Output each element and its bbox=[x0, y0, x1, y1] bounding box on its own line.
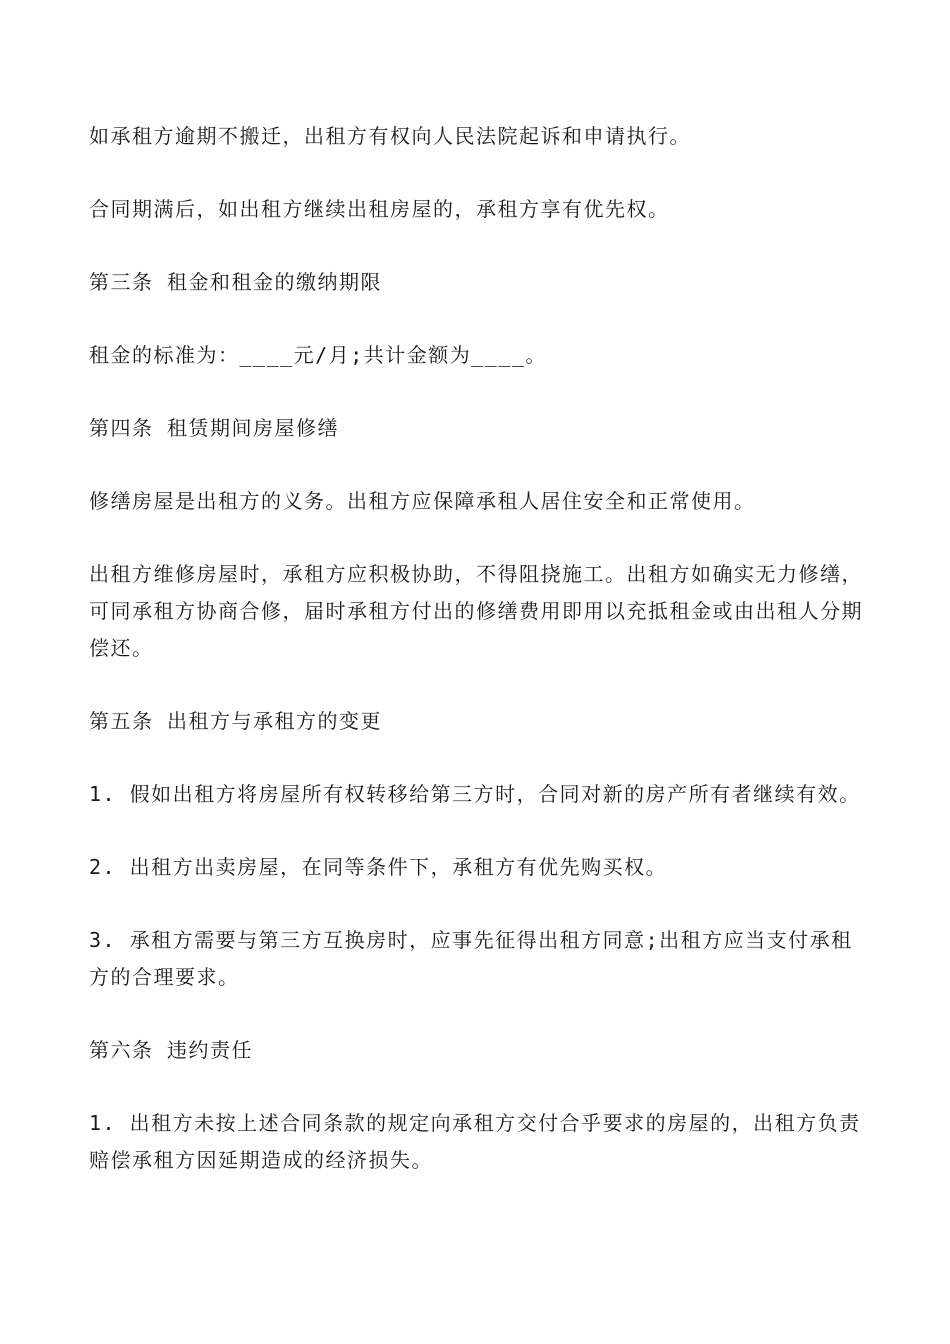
paragraph-priority-renewal: 合同期满后，如出租方继续出租房屋的，承租方享有优先权。 bbox=[89, 197, 670, 221]
heading-article-5: 第五条 出租方与承租方的变更 bbox=[89, 709, 383, 733]
paragraph-rent-amount: 租金的标准为：____元/月;共计金额为____。 bbox=[89, 343, 547, 367]
document-body bbox=[89, 118, 869, 1215]
heading-article-3: 第三条 租金和租金的缴纳期限 bbox=[89, 270, 383, 294]
list-item-house-exchange: 3. 承租方需要与第三方互换房时，应事先征得出租方同意;出租方应当支付承租方的合理要求。 bbox=[89, 928, 853, 989]
list-item-priority-purchase: 2. 出租方出卖房屋，在同等条件下，承租方有优先购买权。 bbox=[89, 855, 668, 879]
list-item-ownership-transfer: 1. 假如出租方将房屋所有权转移给第三方时，合同对新的房产所有者继续有效。 bbox=[89, 782, 861, 806]
paragraph-eviction-lawsuit: 如承租方逾期不搬迁，出租方有权向人民法院起诉和申请执行。 bbox=[89, 124, 691, 148]
heading-article-4: 第四条 租赁期间房屋修缮 bbox=[89, 416, 340, 440]
paragraph-repair-duty: 修缮房屋是出租方的义务。出租方应保障承租人居住安全和正常使用。 bbox=[89, 489, 756, 513]
heading-article-6: 第六条 违约责任 bbox=[89, 1038, 254, 1062]
list-item-delivery-liability: 1. 出租方未按上述合同条款的规定向承租方交付合乎要求的房屋的，出租方负责赔偿承租方因延期造成的经济损失。 bbox=[89, 1111, 861, 1172]
paragraph-repair-cooperation: 出租方维修房屋时，承租方应积极协助，不得阻挠施工。出租方如确实无力修缮，可同承租方协商合修，届时承租方付出的修缮费用即用以充抵租金或由出租人分期偿还。 bbox=[89, 562, 863, 660]
